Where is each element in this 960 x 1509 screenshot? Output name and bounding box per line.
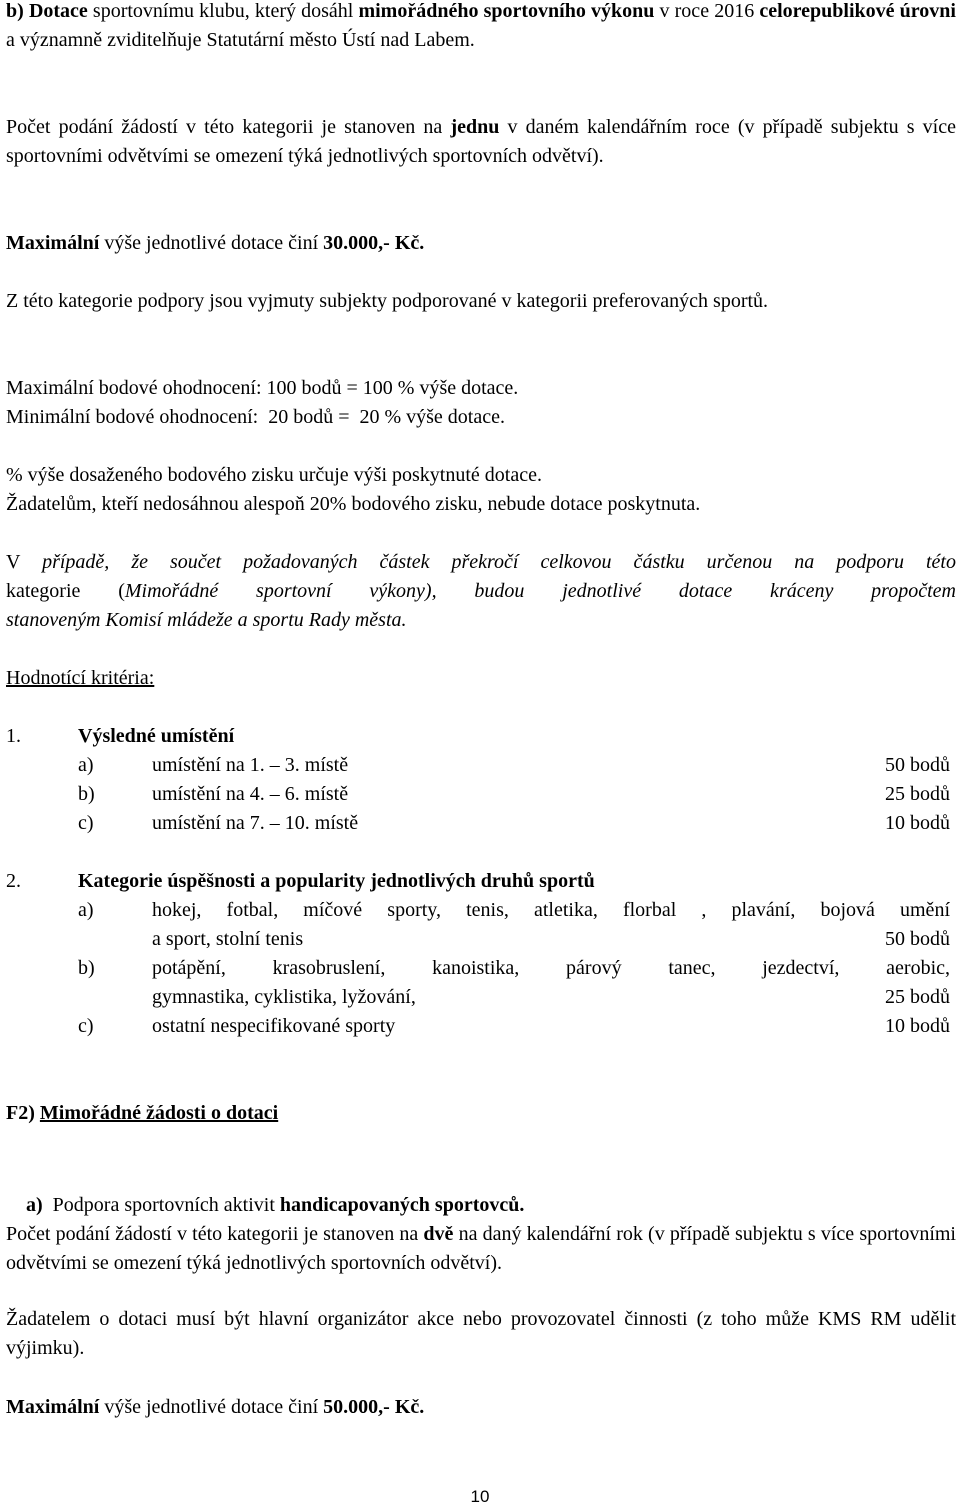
paragraph-b-reduce-1: V případě, že součet požadovaných částek překročí celkovou částku určenou na podporu této (6, 551, 956, 573)
criterion-item: b) umístění na 4. – 6. místě 25 bodů (78, 780, 950, 809)
paragraph-b-points-min: Minimální bodové ohodnocení: 20 bodů = 20 % výše dotace. (6, 406, 505, 428)
paragraph-b-exclude: Z této kategorie podpory jsou vyjmuty subjekty podporované v kategorii preferovaných sportů. (6, 290, 769, 312)
criterion-item: c) ostatní nespecifikované sporty 10 bodů (78, 1012, 950, 1041)
page-number: 10 (470, 1487, 490, 1506)
paragraph-b-reduce-2: kategorie (Mimořádné sportovní výkony), budou jednotlivé dotace kráceny propočtem (6, 580, 956, 602)
criterion-item: a) umístění na 1. – 3. místě 50 bodů (78, 751, 950, 780)
section-f2-heading: F2) Mimořádné žádosti o dotaci (6, 1102, 279, 1124)
criterion-number: 2. (6, 870, 21, 892)
paragraph-f2a: a) Podpora sportovních aktivit handicapovaných sportovců. (26, 1194, 525, 1216)
points-value: 10 bodů (885, 1015, 950, 1037)
paragraph-b-max: Maximální výše jednotlivé dotace činí 30.000,- Kč. (6, 232, 425, 254)
points-value: 25 bodů (885, 783, 950, 805)
criterion-item: a) hokej, fotbal, míčové sporty, tenis, atletika, florbal , plavání, bojová umění a sport, stolní tenis 50 bodů (78, 896, 950, 954)
paragraph-b-intro: b) Dotace sportovnímu klubu, který dosáhl mimořádného sportovního výkonu v roce 2016 celorepublikové úrovni a významně zviditelňuje Statutární město Ústí nad Labem. (6, 0, 956, 51)
paragraph-b-reduce-3: stanoveným Komisí mládeže a sportu Rady města. (6, 609, 407, 631)
criterion-1 (6, 722, 956, 842)
criterion-2 (6, 867, 956, 1047)
paragraph-f2-applicant: Žadatelem o dotaci musí být hlavní organizátor akce nebo provozovatel činnosti (z toho může KMS RM udělit výjimku). (6, 1308, 956, 1359)
criterion-title: Kategorie úspěšnosti a popularity jednotlivých druhů sportů (78, 870, 595, 892)
criteria-title: Hodnotící kritéria: (6, 667, 155, 689)
criterion-item: b) potápění, krasobruslení, kanoistika, párový tanec, jezdectví, aerobic, gymnastika, cyklistika, lyžování, 25 bodů (78, 954, 950, 1012)
points-value: 50 bodů (885, 928, 950, 950)
criterion-number: 1. (6, 725, 21, 747)
paragraph-b-percent-2: Žadatelům, kteří nedosáhnou alespoň 20% bodového zisku, nebude dotace poskytnuta. (6, 493, 701, 515)
paragraph-f2-count: Počet podání žádostí v této kategorii je stanoven na dvě na daný kalendářní rok (v případě subjektu s více sportovními odvětvími se omezení týká jednotlivých sportovních odvětví). (6, 1223, 956, 1274)
paragraph-b-count: Počet podání žádostí v této kategorii je stanoven na jednu v daném kalendářním roce (v případě subjektu s více sportovními odvětvími se omezení týká jednotlivých sportovních odvětví). (6, 116, 956, 167)
paragraph-b-percent-1: % výše dosaženého bodového zisku určuje výši poskytnuté dotace. (6, 464, 542, 486)
criterion-title: Výsledné umístění (78, 725, 235, 747)
paragraph-b-points-max: Maximální bodové ohodnocení: 100 bodů = 100 % výše dotace. (6, 377, 519, 399)
points-value: 10 bodů (885, 812, 950, 834)
points-value: 25 bodů (885, 986, 950, 1008)
points-value: 50 bodů (885, 754, 950, 776)
criterion-item: c) umístění na 7. – 10. místě 10 bodů (78, 809, 950, 838)
paragraph-f2-max: Maximální výše jednotlivé dotace činí 50.000,- Kč. (6, 1396, 425, 1418)
section-b-label: b) (6, 0, 24, 22)
